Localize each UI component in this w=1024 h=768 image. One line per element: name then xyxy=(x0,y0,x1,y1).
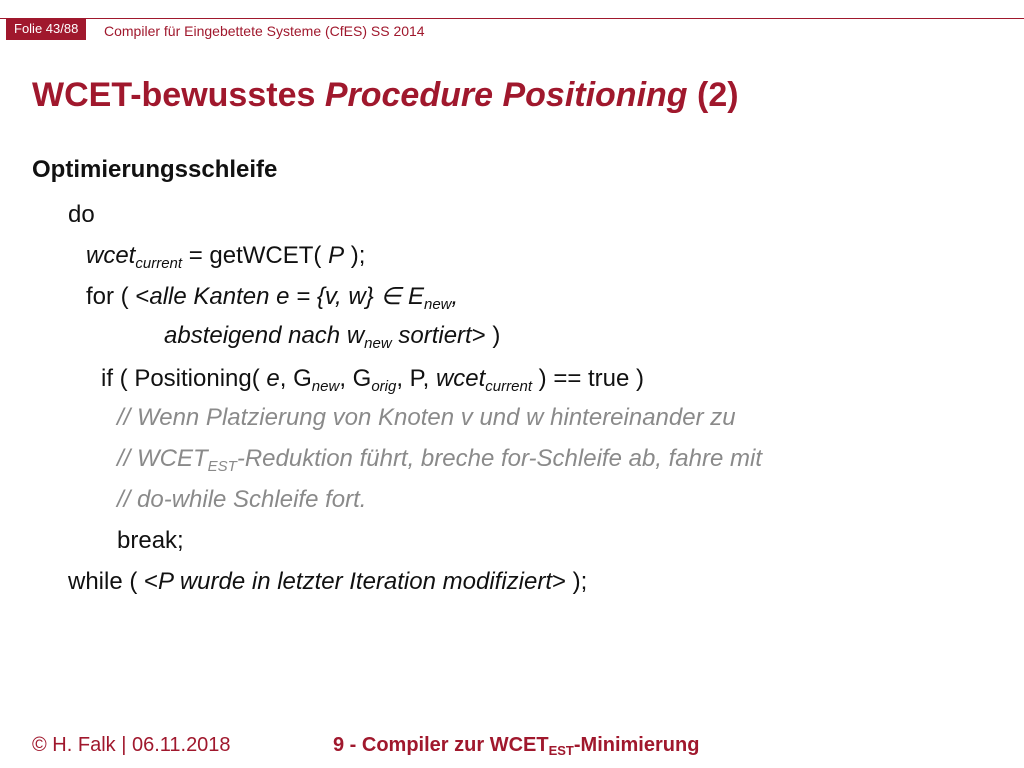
code-line-wcet xyxy=(86,241,365,271)
chapter-a: 9 - Compiler zur WCET xyxy=(333,734,549,756)
if-end: ) == true ) xyxy=(531,365,645,392)
slide-title xyxy=(32,76,739,115)
wcet-sub: current xyxy=(135,255,183,272)
chapter-sub: EST xyxy=(548,743,574,758)
code-line-break: break; xyxy=(117,527,184,554)
sort-text-2: sortiert xyxy=(391,322,472,349)
if-g1: , G xyxy=(279,365,312,392)
if-sub1: new xyxy=(311,378,340,395)
for-comma: , xyxy=(451,283,459,310)
code-line-do: do xyxy=(68,201,95,228)
comment-2b: -Reduktion führt, breche for-Schleife ab, fahre mit xyxy=(236,445,762,472)
if-keyword: if ( Positioning( xyxy=(101,365,267,392)
course-title: Compiler für Eingebettete Systeme (CfES) SS 2014 xyxy=(104,23,425,39)
footer-chapter xyxy=(333,734,699,757)
sort-end: > ) xyxy=(471,322,501,349)
wcet-var: wcet xyxy=(86,242,136,269)
if-sub3: current xyxy=(485,378,532,395)
getwcet-call: = getWCET( xyxy=(182,242,329,269)
if-p: , P, xyxy=(396,365,436,392)
sort-text: absteigend nach w xyxy=(164,322,365,349)
if-e: e xyxy=(266,365,280,392)
comment-line-3: // do-while Schleife fort. xyxy=(117,486,367,513)
while-cond: P wurde in letzter Iteration modifiziert xyxy=(158,568,552,595)
slide-counter: Folie 43/88 xyxy=(6,18,86,40)
section-heading: Optimierungsschleife xyxy=(32,156,278,183)
p-var: P xyxy=(328,242,345,269)
code-line-sort xyxy=(164,321,500,351)
comment-line-1: // Wenn Platzierung von Knoten v und w hintereinander zu xyxy=(117,404,736,431)
for-keyword: for ( < xyxy=(86,283,150,310)
code-line-while xyxy=(68,567,587,597)
footer-author-date: © H. Falk | 06.11.2018 xyxy=(32,734,231,756)
while-keyword: while ( < xyxy=(68,568,159,595)
comment-line-2 xyxy=(117,444,762,474)
if-wcet: wcet xyxy=(435,365,486,392)
code-line-for xyxy=(86,282,458,312)
while-end: > ); xyxy=(551,568,588,595)
wcet-end: ); xyxy=(344,242,366,269)
title-part-1: WCET-bewusstes xyxy=(32,76,325,114)
comment-2a: // WCET xyxy=(117,445,208,472)
for-sub: new xyxy=(424,296,452,313)
comment-2-sub: EST xyxy=(207,458,237,475)
title-part-2: Procedure Positioning xyxy=(324,76,688,114)
sort-sub: new xyxy=(364,335,392,352)
for-set: alle Kanten e = {v, w} ∈ E xyxy=(149,283,424,310)
code-line-if xyxy=(101,364,644,394)
title-part-3: (2) xyxy=(687,76,739,114)
if-sub2: orig xyxy=(371,378,397,395)
chapter-b: -Minimierung xyxy=(573,734,700,756)
if-g2: , G xyxy=(339,365,372,392)
header-rule xyxy=(0,18,1024,19)
